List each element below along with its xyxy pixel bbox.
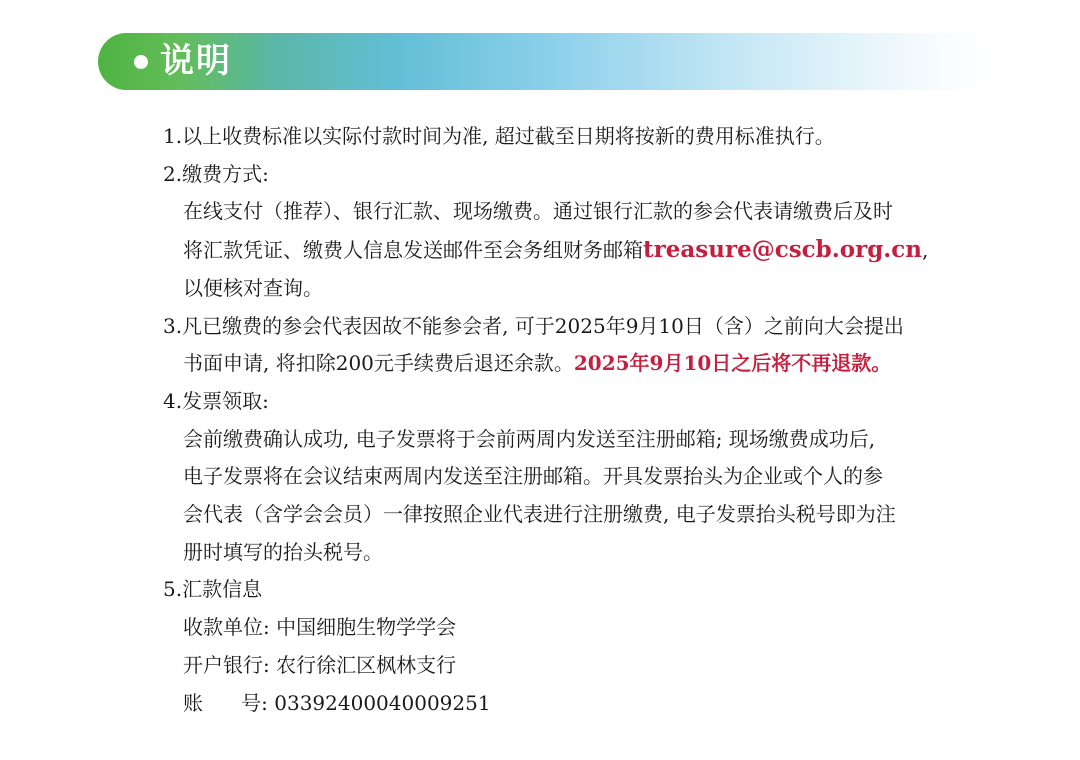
- item-2-line-2-comma: ,: [922, 238, 929, 263]
- item-4-line-2: 电子发票将在会议结束两周内发送至注册邮箱。开具发票抬头为企业或个人的参: [183, 464, 883, 489]
- item-4-line-4: 册时填写的抬头税号。: [183, 539, 383, 564]
- bullet-dot-icon: [134, 55, 148, 69]
- item-4-line-3: 会代表（含学会会员）一律按照企业代表进行注册缴费, 电子发票抬头税号即为注: [183, 502, 896, 527]
- notice-content: [163, 118, 963, 722]
- item-3-line-2-text: 书面申请, 将扣除200元手续费后退还余款。: [183, 351, 574, 376]
- item-4-title: 4.发票领取:: [163, 388, 269, 413]
- item-4-line-1: 会前缴费确认成功, 电子发票将于会前两周内发送至注册邮箱; 现场缴费成功后,: [183, 426, 876, 451]
- account-value: 03392400040009251: [274, 690, 491, 715]
- bank-label: 开户银行:: [183, 652, 270, 677]
- item-2-line-1: 在线支付（推荐）、银行汇款、现场缴费。通过银行汇款的参会代表请缴费后及时: [183, 199, 893, 224]
- item-2-line-3: 以便核对查询。: [183, 275, 323, 300]
- payee-row: [163, 609, 963, 647]
- account-row: [163, 685, 963, 723]
- item-3-line-1: 3.凡已缴费的参会代表因故不能参会者, 可于2025年9月10日（含）之前向大会提出: [163, 313, 904, 338]
- bank-row: [163, 647, 963, 685]
- finance-email-link[interactable]: treasure@cscb.org.cn: [643, 236, 923, 264]
- item-5-title: 5.汇款信息: [163, 577, 263, 602]
- item-2-line-2-text: 将汇款凭证、缴费人信息发送邮件至会务组财务邮箱: [183, 238, 643, 263]
- item-2-line-2: [163, 231, 963, 270]
- item-2-title: 2.缴费方式:: [163, 161, 269, 186]
- account-label: 账 号:: [183, 690, 268, 715]
- section-title: 说明: [160, 41, 232, 81]
- item-3-line-2: [163, 345, 963, 383]
- no-refund-notice: 2025年9月10日之后将不再退款。: [573, 351, 892, 376]
- bank-value: 农行徐汇区枫林支行: [276, 652, 457, 677]
- item-1: 1.以上收费标准以实际付款时间为准, 超过截至日期将按新的费用标准执行。: [163, 124, 835, 148]
- payee-value: 中国细胞生物学学会: [276, 615, 457, 640]
- payee-label: 收款单位:: [183, 615, 270, 640]
